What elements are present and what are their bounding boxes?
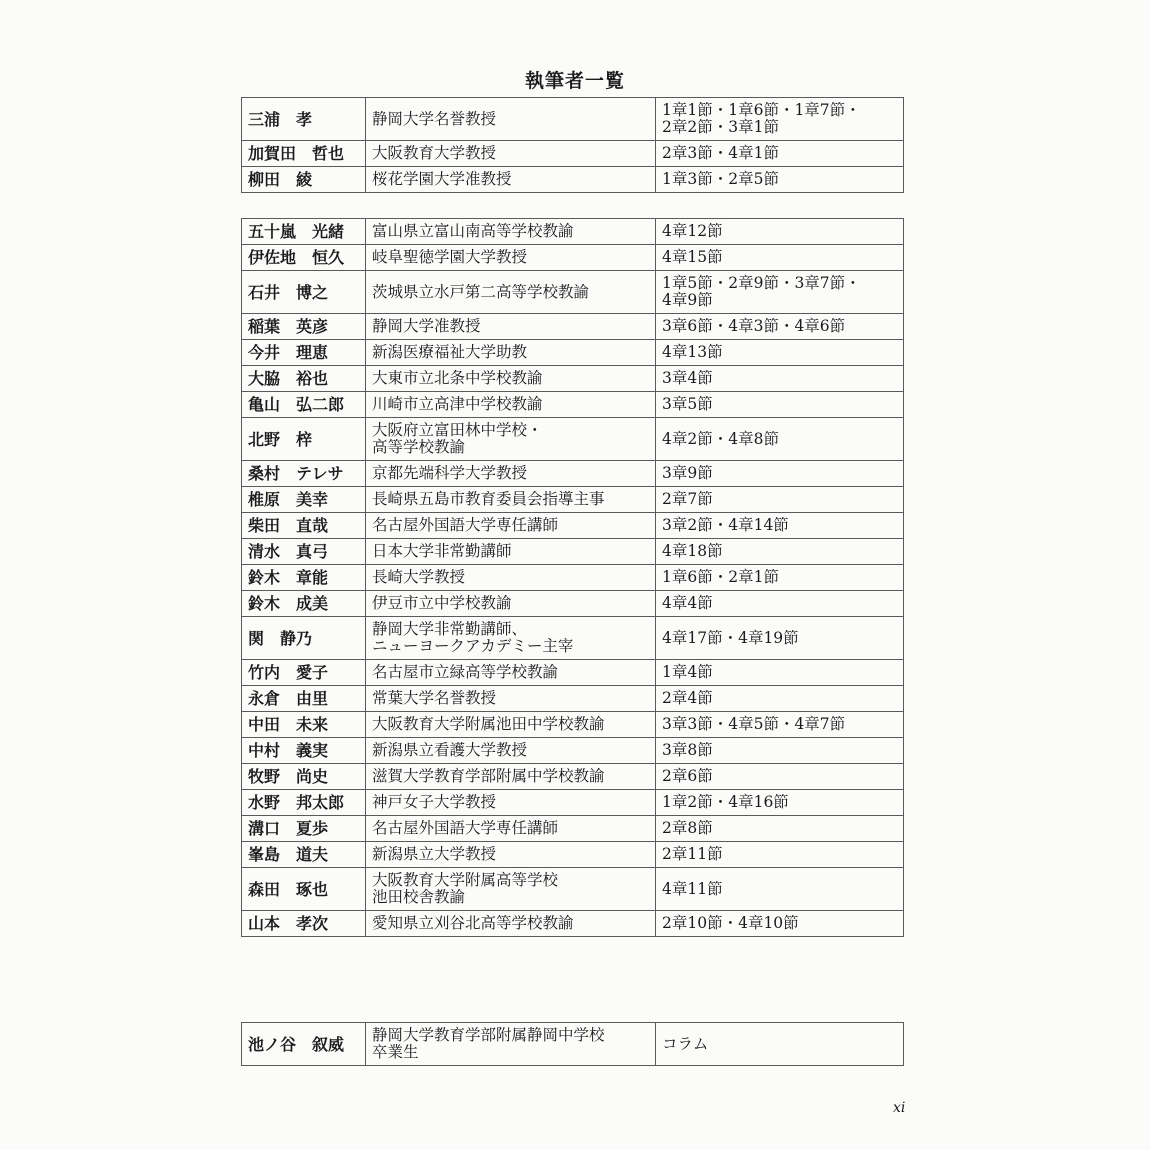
- contributor-chapters: 4章12節: [656, 219, 904, 245]
- contributor-name: 五十嵐 光緒: [242, 219, 366, 245]
- contributor-chapters: 1章6節・2章1節: [656, 565, 904, 591]
- contributor-row: [242, 98, 904, 141]
- contributor-chapters: 3章3節・4章5節・4章7節: [656, 712, 904, 738]
- contributor-affiliation: 茨城県立水戸第二高等学校教諭: [366, 271, 656, 314]
- contributor-affiliation: 滋賀大学教育学部附属中学校教諭: [366, 764, 656, 790]
- contributor-chapters: コラム: [656, 1023, 904, 1066]
- contributor-name: 中村 義実: [242, 738, 366, 764]
- contributor-affiliation: 長崎県五島市教育委員会指導主事: [366, 487, 656, 513]
- contributors-table-3: [241, 1022, 904, 1066]
- contributor-affiliation: 岐阜聖徳学園大学教授: [366, 245, 656, 271]
- contributor-row: [242, 660, 904, 686]
- contributors-table-2: [241, 218, 904, 937]
- contributor-affiliation: 静岡大学非常勤講師、 ニューヨークアカデミー主宰: [366, 617, 656, 660]
- contributor-row: [242, 245, 904, 271]
- contributor-row: [242, 513, 904, 539]
- contributor-chapters: 4章15節: [656, 245, 904, 271]
- contributor-affiliation: 大阪教育大学附属高等学校 池田校舎教諭: [366, 868, 656, 911]
- contributor-chapters: 4章18節: [656, 539, 904, 565]
- contributor-name: 峯島 道夫: [242, 842, 366, 868]
- contributor-affiliation: 長崎大学教授: [366, 565, 656, 591]
- contributor-affiliation: 富山県立富山南高等学校教諭: [366, 219, 656, 245]
- contributor-affiliation: 静岡大学准教授: [366, 314, 656, 340]
- contributor-row: [242, 911, 904, 937]
- contributor-row: [242, 271, 904, 314]
- contributor-chapters: 2章7節: [656, 487, 904, 513]
- contributor-affiliation: 常葉大学名誉教授: [366, 686, 656, 712]
- contributor-name: 森田 琢也: [242, 868, 366, 911]
- contributor-affiliation: 日本大学非常勤講師: [366, 539, 656, 565]
- contributor-affiliation: 神戸女子大学教授: [366, 790, 656, 816]
- contributor-row: [242, 392, 904, 418]
- contributor-affiliation: 静岡大学名誉教授: [366, 98, 656, 141]
- contributor-name: 溝口 夏歩: [242, 816, 366, 842]
- contributor-row: [242, 366, 904, 392]
- contributor-name: 永倉 由里: [242, 686, 366, 712]
- contributor-row: [242, 219, 904, 245]
- contributor-name: 大脇 裕也: [242, 366, 366, 392]
- contributor-affiliation: 新潟県立看護大学教授: [366, 738, 656, 764]
- contributor-chapters: 2章4節: [656, 686, 904, 712]
- contributor-chapters: 2章3節・4章1節: [656, 141, 904, 167]
- contributor-chapters: 4章11節: [656, 868, 904, 911]
- contributor-row: [242, 842, 904, 868]
- contributor-affiliation: 新潟県立大学教授: [366, 842, 656, 868]
- contributor-row: [242, 167, 904, 193]
- contributor-chapters: 3章5節: [656, 392, 904, 418]
- contributor-name: 鈴木 章能: [242, 565, 366, 591]
- contributor-name: 鈴木 成美: [242, 591, 366, 617]
- contributor-name: 池ノ谷 叙威: [242, 1023, 366, 1066]
- contributors-table-1: [241, 97, 904, 193]
- contributor-row: [242, 314, 904, 340]
- contributor-name: 伊佐地 恒久: [242, 245, 366, 271]
- contributor-row: [242, 340, 904, 366]
- contributor-row: [242, 591, 904, 617]
- contributor-row: [242, 539, 904, 565]
- contributor-affiliation: 桜花学園大学准教授: [366, 167, 656, 193]
- contributor-row: [242, 686, 904, 712]
- contributor-affiliation: 大阪教育大学附属池田中学校教諭: [366, 712, 656, 738]
- contributor-chapters: 1章4節: [656, 660, 904, 686]
- contributor-affiliation: 名古屋市立緑高等学校教諭: [366, 660, 656, 686]
- contributor-chapters: 2章11節: [656, 842, 904, 868]
- contributor-name: 関 静乃: [242, 617, 366, 660]
- contributor-chapters: 3章9節: [656, 461, 904, 487]
- contributor-row: [242, 141, 904, 167]
- contributor-affiliation: 大阪教育大学教授: [366, 141, 656, 167]
- contributor-name: 牧野 尚史: [242, 764, 366, 790]
- contributor-name: 三浦 孝: [242, 98, 366, 141]
- page-title: 執筆者一覧: [524, 70, 625, 92]
- contributor-row: [242, 565, 904, 591]
- contributor-affiliation: 京都先端科学大学教授: [366, 461, 656, 487]
- contributor-chapters: 3章2節・4章14節: [656, 513, 904, 539]
- contributor-chapters: 4章2節・4章8節: [656, 418, 904, 461]
- contributor-row: [242, 712, 904, 738]
- contributor-affiliation: 静岡大学教育学部附属静岡中学校 卒業生: [366, 1023, 656, 1066]
- contributor-affiliation: 新潟医療福祉大学助教: [366, 340, 656, 366]
- contributor-name: 亀山 弘二郎: [242, 392, 366, 418]
- contributor-row: [242, 418, 904, 461]
- contributor-name: 椎原 美幸: [242, 487, 366, 513]
- contributor-name: 清水 真弓: [242, 539, 366, 565]
- contributor-row: [242, 487, 904, 513]
- contributor-row: [242, 764, 904, 790]
- contributor-chapters: 1章1節・1章6節・1章7節・ 2章2節・3章1節: [656, 98, 904, 141]
- contributor-chapters: 4章17節・4章19節: [656, 617, 904, 660]
- contributor-row: [242, 461, 904, 487]
- contributor-affiliation: 愛知県立刈谷北高等学校教諭: [366, 911, 656, 937]
- contributor-row: [242, 868, 904, 911]
- contributor-row: [242, 1023, 904, 1066]
- contributor-affiliation: 川崎市立高津中学校教諭: [366, 392, 656, 418]
- contributor-name: 山本 孝次: [242, 911, 366, 937]
- contributor-affiliation: 大阪府立富田林中学校・ 高等学校教諭: [366, 418, 656, 461]
- contributor-name: 加賀田 哲也: [242, 141, 366, 167]
- contributor-chapters: 1章3節・2章5節: [656, 167, 904, 193]
- contributor-chapters: 1章5節・2章9節・3章7節・ 4章9節: [656, 271, 904, 314]
- contributor-name: 竹内 愛子: [242, 660, 366, 686]
- contributor-row: [242, 617, 904, 660]
- contributor-row: [242, 816, 904, 842]
- contributor-name: 北野 梓: [242, 418, 366, 461]
- contributor-chapters: 3章8節: [656, 738, 904, 764]
- contributor-name: 中田 未来: [242, 712, 366, 738]
- contributor-row: [242, 738, 904, 764]
- contributor-chapters: 1章2節・4章16節: [656, 790, 904, 816]
- contributor-affiliation: 名古屋外国語大学専任講師: [366, 816, 656, 842]
- contributor-affiliation: 名古屋外国語大学専任講師: [366, 513, 656, 539]
- contributor-name: 稲葉 英彦: [242, 314, 366, 340]
- contributor-name: 桑村 テレサ: [242, 461, 366, 487]
- contributor-name: 水野 邦太郎: [242, 790, 366, 816]
- contributor-chapters: 2章8節: [656, 816, 904, 842]
- contributor-chapters: 2章6節: [656, 764, 904, 790]
- contributor-name: 今井 理恵: [242, 340, 366, 366]
- contributor-chapters: 2章10節・4章10節: [656, 911, 904, 937]
- contributor-chapters: 4章13節: [656, 340, 904, 366]
- page-number: xi: [893, 1100, 906, 1116]
- contributor-row: [242, 790, 904, 816]
- contributor-name: 柳田 綾: [242, 167, 366, 193]
- contributor-name: 石井 博之: [242, 271, 366, 314]
- contributor-affiliation: 伊豆市立中学校教諭: [366, 591, 656, 617]
- contributor-affiliation: 大東市立北条中学校教諭: [366, 366, 656, 392]
- contributor-chapters: 4章4節: [656, 591, 904, 617]
- contributor-chapters: 3章4節: [656, 366, 904, 392]
- contributor-name: 柴田 直哉: [242, 513, 366, 539]
- contributor-chapters: 3章6節・4章3節・4章6節: [656, 314, 904, 340]
